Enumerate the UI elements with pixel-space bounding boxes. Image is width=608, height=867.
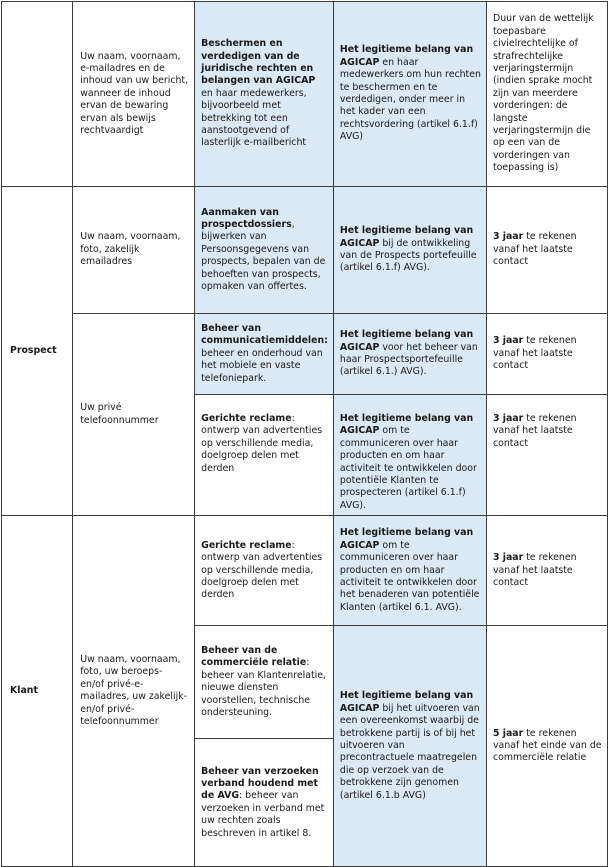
purpose-title: Gerichte reclame [201,413,292,424]
retention-bold: 3 jaar [492,231,524,243]
legal-basis-text: bij het uitvoeren van een overeenkomst waarbij de betrokkene partij is of bij het uitvoeren van precontractuele maatregelen die op verzoek van de betrokkene zijn genomen (artikel 6.1.b AVG) [339,702,480,801]
purpose-title: Gerichte reclame [201,539,292,551]
retention-cell [486,516,607,626]
legal-basis-cell [333,626,486,867]
table-row [2,314,608,395]
purpose-detail: : beheer van verzoeken in verband met uw rechten zoals beschreven in artikel 8. [201,790,325,839]
legal-basis-text: bij de ontwikkeling van de Prospects portefeuille (artikel 6.1.f) AVG). [339,237,477,274]
legal-basis-cell [333,314,486,395]
purpose-cell [195,314,334,395]
purpose-detail: en haar medewerkers, bijvoorbeeld met betrekking tot een aanstootgevend of lasterlijk e-mailbericht [201,87,307,149]
purpose-cell [195,187,334,314]
retention-bold: 5 jaar [492,727,524,739]
category-cell [2,2,73,187]
legal-basis-bold: Het legitieme belang van AGICAP [339,413,474,437]
legal-basis-text: om te communiceren over haar producten en om haar activiteit te ontwikkelen door potentiële Klanten te prospecteren (artikel 6.1.f) AVG). [339,425,477,511]
retention-bold: 3 jaar [492,552,524,564]
legal-basis-cell [333,395,486,516]
legal-basis-cell [333,187,486,314]
table-row [2,187,608,314]
purpose-cell [195,626,334,739]
legal-basis-text: voor het beheer van haar Prospectsportefeuille (artikel 6.1.) AVG). [339,341,478,378]
purpose-title: Beheer van de commerciële relatie [201,645,307,669]
purpose-title: Beheer van communicatiemiddelen: [201,322,328,347]
retention-text: te rekenen vanaf het einde van de commerciële relatie [492,727,602,764]
legal-basis-bold: Het legitieme belang van AGICAP [339,225,474,249]
data-cell: Uw naam, voornaam, foto, zakelijk emailadres [73,187,195,314]
retention-text: te rekenen vanaf het laatste contact [492,413,577,449]
purpose-detail: : beheer van Klantenrelatie, nieuwe diensten voorstellen, technische ondersteuning. [201,657,326,719]
category-cell: Klant [2,516,73,867]
purpose-cell [195,516,334,626]
retention-text: te rekenen vanaf het laatste contact [492,335,577,372]
legal-basis-bold: Het legitieme belang van AGICAP [339,329,474,353]
purpose-title: Beheer van verzoeken verband houdend met de AVG [201,765,319,802]
data-cell: Uw privé telefoonnummer [73,314,195,516]
legal-basis-bold: Het legitieme belang van AGICAP [339,527,474,551]
purpose-title: Aanmaken van prospectdossiers [201,206,292,230]
retention-cell [486,395,607,516]
table-row [2,516,608,626]
retention-text: te rekenen vanaf het laatste contact [492,552,577,588]
retention-text: te rekenen vanaf het laatste contact [492,231,577,268]
table-row [2,2,608,187]
legal-basis-cell [333,516,486,626]
retention-cell: Duur van de wettelijk toepasbare civielrechtelijke of strafrechtelijke verjaringstermijn (indien sprake mocht zijn van meerdere vorderingen: de langste verjaringstermijn die op een van de vorderingen van toepassing is) [486,2,607,187]
legal-basis-text: om te communiceren over haar producten en om haar activiteit te ontwikkelen door het benaderen van potentiële Klanten (artikel 6.1. AVG). [339,539,480,613]
processing-table [1,1,608,867]
legal-basis-cell [333,2,486,187]
data-cell: Uw naam, voornaam, e-mailadres en de inhoud van uw bericht, wanneer de inhoud ervan de bewaring ervan als bewijs rechtvaardigt [73,2,195,187]
purpose-detail: : ontwerp van advertenties op verschillende media, doelgroep delen met derden [201,413,323,474]
legal-basis-bold: Het legitieme belang van AGICAP [339,44,474,68]
retention-bold: 3 jaar [492,335,524,347]
purpose-cell [195,395,334,516]
purpose-detail: , bijwerken van Persoonsgegevens van prospects, bepalen van de behoeften van prospects, opmaken van offertes. [201,218,326,293]
purpose-detail: beheer en onderhoud van het mobiele en vaste telefoniepark. [201,347,323,384]
purpose-detail: : ontwerp van advertenties op verschillende media, doelgroep delen met derden [201,539,323,601]
purpose-cell [195,739,334,867]
purpose-cell [195,2,334,187]
retention-cell [486,626,607,867]
legal-basis-text: en haar medewerkers om hun rechten te beschermen en te verdedigen, onder meer in het kader van een rechtsvordering (artikel 6.1.f) AVG) [339,56,481,143]
data-cell: Uw naam, voornaam, foto, uw beroeps- en/of privé-e-mailadres, uw zakelijk- en/of privé-telefoonnummer [73,516,195,867]
purpose-title: Beschermen en verdedigen van de juridische rechten en belangen van AGICAP [201,38,316,87]
legal-basis-bold: Het legitieme belang van AGICAP [339,690,474,714]
retention-cell [486,187,607,314]
retention-cell [486,314,607,395]
category-cell: Prospect [2,187,73,516]
retention-bold: 3 jaar [492,413,524,424]
